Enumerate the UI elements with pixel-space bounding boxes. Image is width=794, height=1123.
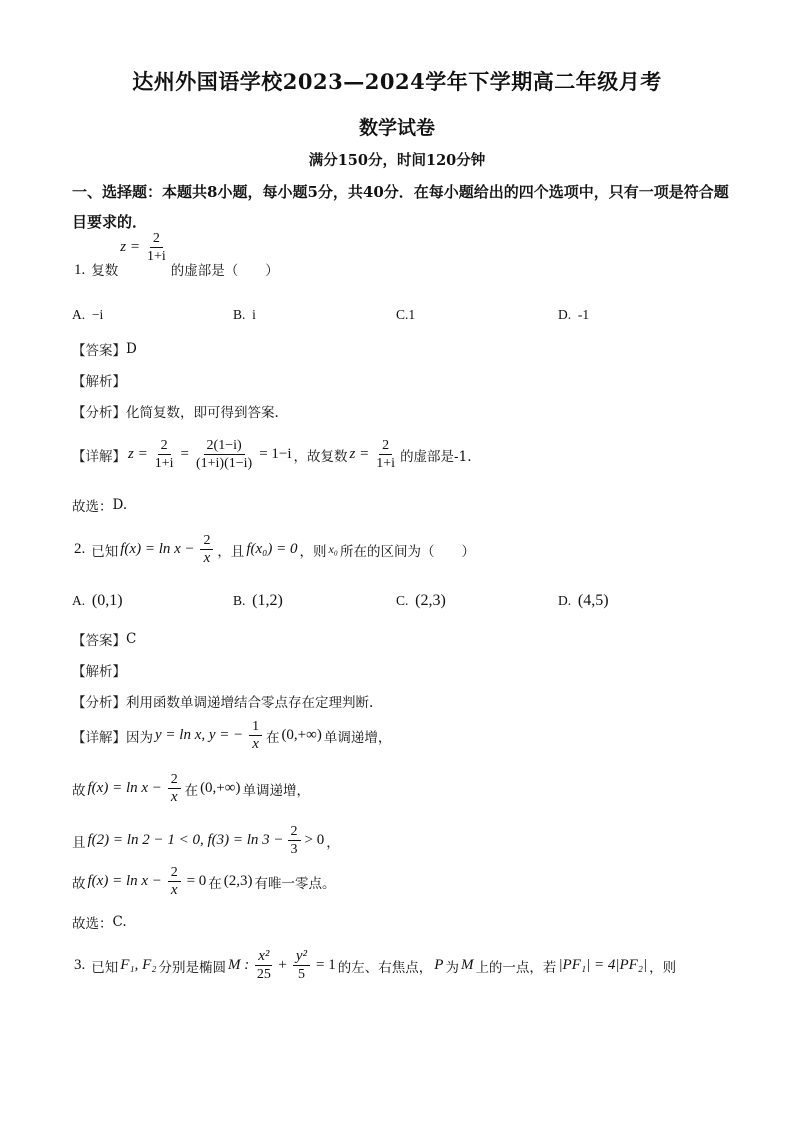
q1-choose-label: 故选： <box>72 499 113 515</box>
q2-d1-den: x <box>252 736 259 752</box>
q2-option-c <box>396 592 446 610</box>
q2-choose-value: C. <box>112 914 127 930</box>
q1-option-d-text: -1 <box>577 307 590 322</box>
q1-detail-frac1-den: 1+i <box>154 456 174 471</box>
q2-d2-interval: (0,+∞) <box>200 780 241 796</box>
q2-d1-interval: (0,+∞) <box>281 727 322 743</box>
q2-d4-a: 故 <box>72 875 86 892</box>
q1-detail-mid: ，故复数 <box>293 448 348 465</box>
q2-option-c-text: (2,3) <box>415 592 446 609</box>
q1-stem-post: 的虚部是（ ） <box>170 263 279 279</box>
q2-d2-a: 故 <box>72 782 86 799</box>
q1-analysis-label: 【解析】 <box>72 374 126 390</box>
q2-option-a <box>72 592 123 610</box>
q2-fx: f(x) = ln x − <box>120 541 195 557</box>
q1-option-c-text: 1 <box>408 307 416 322</box>
q2-fx0: f(x₀) = 0 <box>246 541 298 557</box>
q1-frac-den: 1+i <box>146 249 166 264</box>
q1-formula <box>118 230 171 265</box>
q1-option-a <box>72 307 103 323</box>
q1-option-c-label: C. <box>396 307 409 322</box>
q2-d4-frac <box>166 864 183 899</box>
q2-d4-interval: (2,3) <box>223 873 253 889</box>
q3-foci: F₁, F₂ <box>120 957 157 973</box>
q2-stem-c: ，则 <box>299 543 327 560</box>
q1-fenxi-label: 【分析】 <box>72 405 126 421</box>
q1-fenxi-text: 化简复数，即可得到答案. <box>126 405 279 421</box>
q1-option-c <box>396 307 415 323</box>
q2-answer-value: C <box>126 631 137 647</box>
q2-d2-c: 单调递增， <box>242 782 310 799</box>
q3-stem <box>72 948 676 983</box>
q1-option-b-label: B. <box>233 307 246 322</box>
q1-option-a-label: A. <box>72 307 86 322</box>
q2-d2-b: 在 <box>184 782 199 799</box>
q2-d4-num: 2 <box>168 864 181 882</box>
q1-detail-frac2-den: (1+i)(1−i) <box>195 456 253 471</box>
section1-instructions: 一、选择题：本题共8小题，每小题5分，共40分．在每小题给出的四个选项中，只有一项是符合题目要求的． <box>72 183 729 231</box>
exam-info: 满分150分，时间120分钟 <box>308 152 486 169</box>
q2-analysis <box>72 660 126 680</box>
q3-frac2-num: y² <box>293 948 310 966</box>
q2-d4-den: x <box>170 882 178 898</box>
q2-detail-line1 <box>72 718 391 753</box>
q3-eq1: = 1 <box>316 957 336 973</box>
q3-stem-c: 的左、右焦点， <box>337 959 433 976</box>
q3-plus: + <box>278 957 287 973</box>
q2-frac-num: 2 <box>200 532 213 550</box>
school-title: 达州外国语学校2023—2024学年下学期高二年级月考 <box>132 69 662 94</box>
q2-d1-c: 单调递增， <box>323 729 392 746</box>
q1-option-b <box>233 307 256 323</box>
q2-stem <box>72 532 475 567</box>
q2-d4-math: f(x) = ln x − <box>87 873 162 889</box>
q2-x0: x₀ <box>328 542 338 556</box>
q2-option-b <box>233 592 283 610</box>
q1-choose <box>72 495 127 515</box>
q2-option-a-text: (0,1) <box>91 592 123 609</box>
q2-option-d <box>558 592 609 610</box>
q1-fraction <box>144 230 169 265</box>
q1-answer-label: 【答案】 <box>72 343 126 359</box>
q3-frac2-den: 5 <box>297 967 305 982</box>
q2-d1-math: y = ln x, y = − <box>155 727 244 743</box>
q1-frac-num: 2 <box>150 230 163 248</box>
q2-d3-num: 2 <box>288 823 301 841</box>
q2-number: 2. <box>74 541 86 557</box>
q2-detail-line4 <box>72 864 336 899</box>
q1-stem <box>72 231 279 279</box>
q3-frac1 <box>253 948 274 983</box>
subject-title: 数学试卷 <box>358 117 435 139</box>
q1-detail-result: = 1−i <box>259 446 292 462</box>
q3-frac1-num: x² <box>255 948 272 966</box>
q1-option-d <box>558 307 589 323</box>
q2-detail-label: 【详解】 <box>72 729 126 746</box>
q2-choose-label: 故选： <box>72 916 113 932</box>
q1-number: 1. <box>74 262 86 278</box>
q2-d3-math: f(2) = ln 2 − 1 < 0, f(3) = ln 3 − <box>87 832 284 848</box>
q1-detail-frac3-den: 1+i <box>376 456 396 471</box>
q2-d3-den: 3 <box>290 842 298 857</box>
q2-d1-a: 因为 <box>126 729 153 746</box>
q2-stem-d: 所在的区间为（ ） <box>339 543 475 560</box>
q1-detail-frac1 <box>152 437 177 472</box>
q1-detail-end: 的虚部是-1. <box>400 448 472 465</box>
q3-frac2 <box>291 948 312 983</box>
q2-option-b-text: (1,2) <box>252 592 283 609</box>
q1-detail-frac3-num: 2 <box>379 437 392 455</box>
q2-answer-label: 【答案】 <box>72 633 126 649</box>
q1-detail-z2: z = <box>349 446 370 462</box>
q2-d1-num: 1 <box>249 718 262 736</box>
q2-fenxi <box>72 691 373 711</box>
q1-answer <box>72 339 137 359</box>
q1-analysis <box>72 370 126 390</box>
q1-detail-frac3 <box>373 437 398 472</box>
q2-stem-a: 已知 <box>91 543 119 560</box>
q1-fenxi <box>72 401 279 421</box>
q3-stem-f: ，则 <box>649 959 677 976</box>
q3-stem-d: 为 <box>445 959 459 976</box>
q2-d4-c: 有唯一零点。 <box>254 875 336 892</box>
q2-frac <box>199 532 216 567</box>
q2-d4-eq: = 0 <box>186 873 207 889</box>
q2-fenxi-text: 利用函数单调递增结合零点存在定理判断. <box>126 695 374 711</box>
q2-option-d-text: (4,5) <box>577 592 609 609</box>
q1-detail-frac2 <box>193 437 255 472</box>
q1-detail <box>72 437 472 472</box>
q1-option-b-text: i <box>252 307 256 322</box>
q2-option-a-label: A. <box>72 593 86 608</box>
q2-choose <box>72 912 127 932</box>
q2-detail-line3 <box>72 823 340 858</box>
q2-d2-math: f(x) = ln x − <box>87 780 162 796</box>
q2-d4-b: 在 <box>208 875 222 892</box>
q1-detail-frac2-num: 2(1−i) <box>204 437 245 455</box>
q1-stem-pre: 复数 <box>91 263 119 279</box>
q2-option-d-label: D. <box>558 593 572 608</box>
q2-d3-gt: > 0 <box>304 832 325 848</box>
q3-m-label: M : <box>228 957 250 973</box>
q3-m: M <box>460 957 474 973</box>
q1-option-a-text: −i <box>91 307 104 322</box>
q2-d2-frac <box>166 771 183 806</box>
q2-stem-b: ，且 <box>217 543 245 560</box>
q3-number: 3. <box>74 957 86 973</box>
q2-d3-frac <box>288 823 301 858</box>
q3-p: P <box>434 957 444 973</box>
q1-answer-value: D <box>126 341 137 357</box>
q2-d3-a: 且 <box>72 834 86 851</box>
q2-d1-b: 在 <box>265 729 280 746</box>
q2-d2-num: 2 <box>168 771 181 789</box>
q2-answer <box>72 629 136 649</box>
q1-z: z = <box>120 239 140 255</box>
q1-option-d-label: D. <box>558 307 572 322</box>
q1-detail-frac1-num: 2 <box>158 437 171 455</box>
q2-analysis-label: 【解析】 <box>72 664 126 680</box>
q2-d2-den: x <box>170 789 178 805</box>
q2-fenxi-label: 【分析】 <box>72 695 126 711</box>
q3-stem-a: 已知 <box>91 959 119 976</box>
q3-condition: |PF₁| = 4|PF₂| <box>558 957 648 973</box>
q3-stem-e: 上的一点，若 <box>475 959 557 976</box>
q2-frac-den: x <box>203 550 211 566</box>
q1-choose-value: D. <box>112 497 128 513</box>
q2-d1-frac <box>247 718 264 753</box>
q1-detail-z: z = <box>128 446 148 462</box>
q2-option-b-label: B. <box>233 593 246 608</box>
q3-frac1-den: 25 <box>256 967 271 982</box>
q2-detail-line2 <box>72 771 310 806</box>
q1-detail-eq: = <box>180 446 189 462</box>
q2-d3-c: ， <box>326 834 340 851</box>
q1-detail-label: 【详解】 <box>72 448 126 465</box>
q2-option-c-label: C. <box>396 593 409 608</box>
q3-stem-b: 分别是椭圆 <box>158 959 227 976</box>
